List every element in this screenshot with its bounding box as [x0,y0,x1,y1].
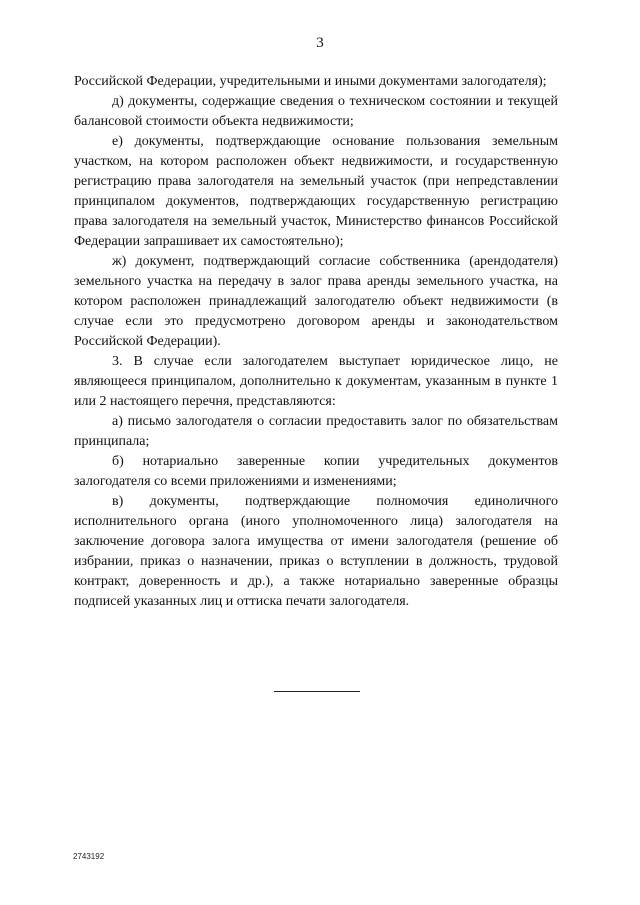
document-id: 2743192 [73,852,105,861]
list-item-e: е) документы, подтверждающие основание пользования земельным участком, на котором расположен объект недвижимости, и государственную регистрацию права залогодателя на земельный участок (при непредставлении принципалом документов, подтверждающих государственную регистрацию права залогодателя на земельный участок, Министерство финансов Российской Федерации запрашивает их самостоятельно); [74,134,558,249]
list-item-a: а) письмо залогодателя о согласии предоставить залог по обязательствам принципала; [74,414,558,449]
paragraph-continuation: Российской Федерации, учредительными и иными документами залогодателя); [74,74,547,89]
end-divider [274,691,360,692]
list-item-v: в) документы, подтверждающие полномочия единоличного исполнительного органа (иного уполномоченного лица) залогодателя на заключение договора залога имущества от имени залогодателя (решение об избрании, приказ о назначении, приказ о вступлении в должность, трудовой контракт, доверенность и др.), а также нотариально заверенные образцы подписей указанных лиц и оттиска печати залогодателя. [74,494,558,609]
list-item-d: д) документы, содержащие сведения о техническом состоянии и текущей балансовой стоимости объекта недвижимости; [74,94,558,129]
list-item-zh: ж) документ, подтверждающий согласие собственника (арендодателя) земельного участка на передачу в залог права аренды земельного участка, на котором расположен принадлежащий залогодателю объект недвижимости (в случае если это предусмотрено договором аренды и законодательством Российской Федерации). [74,254,558,349]
list-item-b: б) нотариально заверенные копии учредительных документов залогодателя со всеми приложениями и изменениями; [74,454,558,489]
page-number: 3 [316,35,324,51]
clause-3: 3. В случае если залогодателем выступает юридическое лицо, не являющееся принципалом, дополнительно к документам, указанным в пункте 1 или 2 настоящего перечня, представляются: [74,354,558,409]
document-body [74,72,558,612]
